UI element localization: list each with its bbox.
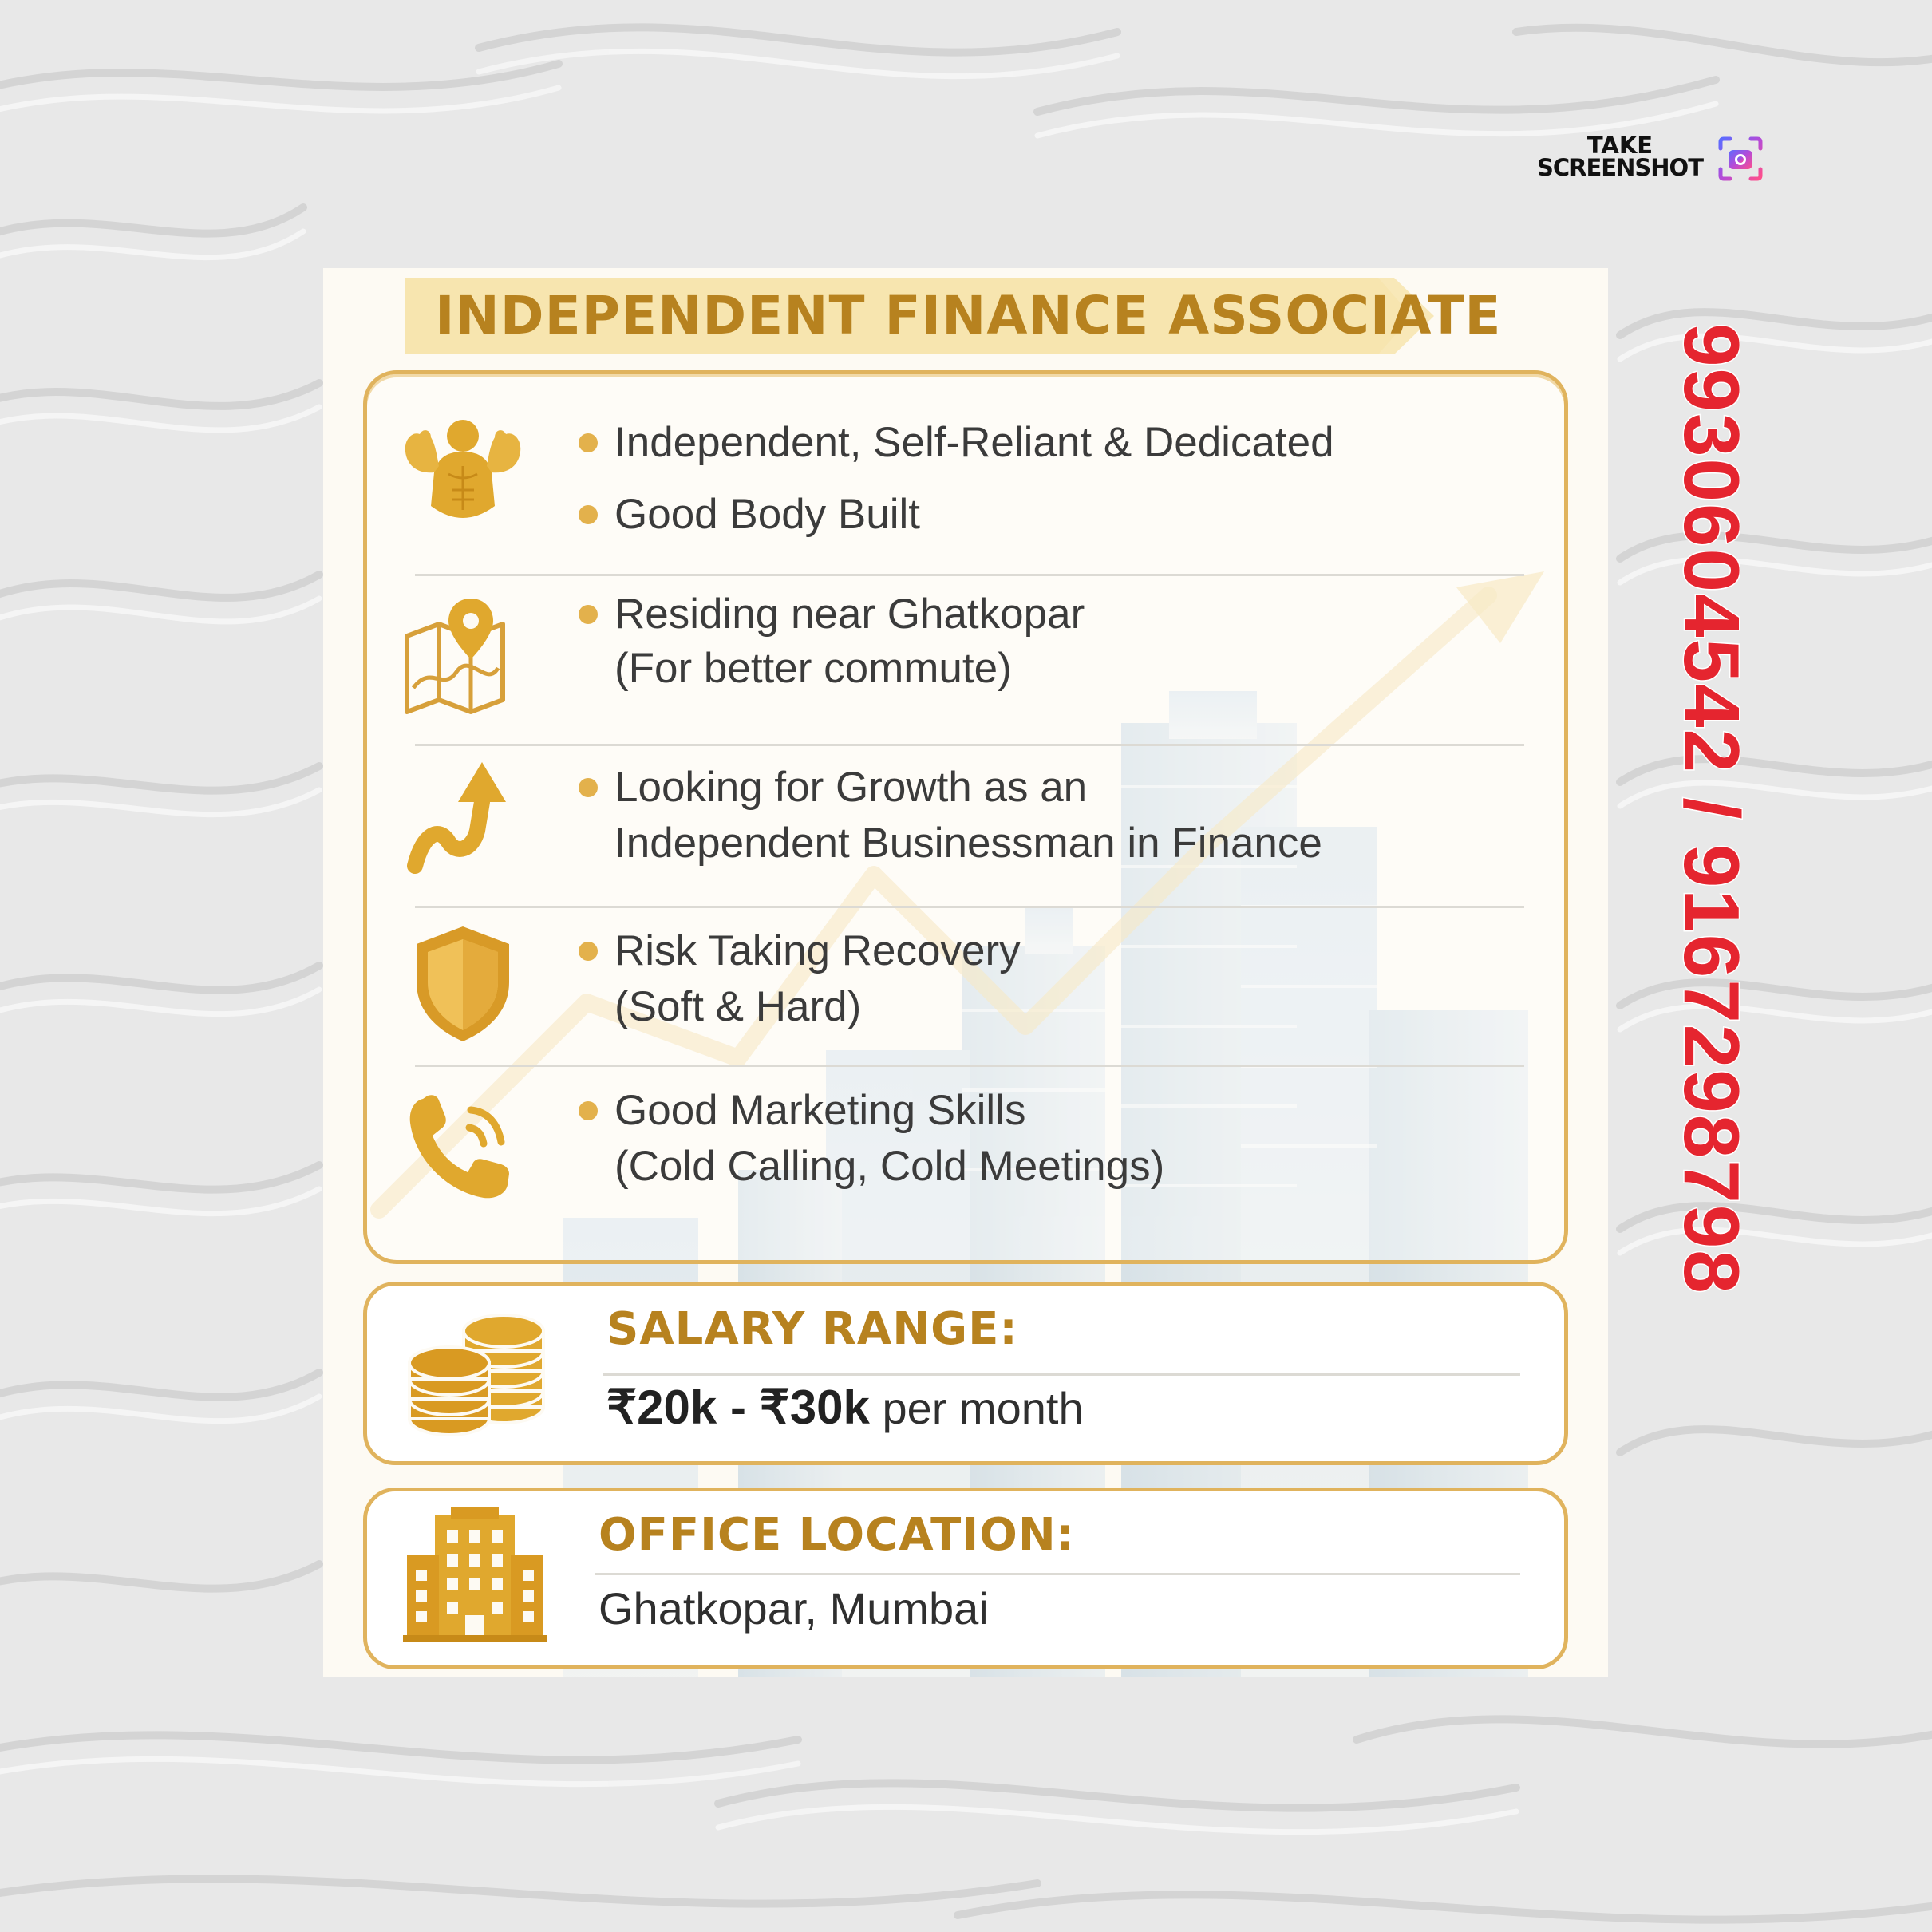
requirement-subtext: (For better commute): [614, 645, 1012, 692]
salary-amount: ₹20k - ₹30k: [606, 1381, 870, 1434]
requirement-text: Independent, Self-Reliant & Dedicated: [614, 419, 1334, 466]
requirement-row-1: [367, 374, 1564, 574]
requirement-row-5: [367, 1067, 1564, 1250]
watermark-text: [1534, 134, 1706, 179]
page-title: INDEPENDENT FINANCE ASSOCIATE: [435, 285, 1502, 346]
salary-range-value: [606, 1380, 1084, 1436]
bullet-dot: [579, 778, 598, 797]
bullet-dot: [579, 505, 598, 524]
requirement-subtext: (Soft & Hard): [614, 983, 862, 1030]
shield-icon: [399, 920, 527, 1048]
job-poster-card: [323, 268, 1608, 1677]
box-divider: [603, 1373, 1520, 1376]
requirement-text: Good Marketing Skills: [614, 1087, 1026, 1134]
requirement-text: Residing near Ghatkopar: [614, 591, 1085, 638]
office-location-value: Ghatkopar, Mumbai: [599, 1583, 989, 1634]
requirement-text: Good Body Built: [614, 491, 921, 538]
muscle-man-icon: [399, 410, 527, 538]
growth-arrow-icon: [399, 754, 527, 882]
salary-range-label: SALARY RANGE:: [606, 1303, 1018, 1355]
watermark-line2: SCREENSHOT: [1537, 154, 1703, 181]
requirements-panel: [363, 370, 1568, 1264]
bullet-dot: [579, 942, 598, 961]
requirement-row-2: [367, 576, 1564, 744]
requirement-row-4: [367, 908, 1564, 1065]
contact-phone-numbers: 9930604542 / 9167298798: [1668, 323, 1756, 1295]
salary-period: per month: [882, 1383, 1084, 1433]
bullet-dot: [579, 1101, 598, 1120]
salary-range-box: [363, 1282, 1568, 1465]
requirement-subtext: (Cold Calling, Cold Meetings): [614, 1143, 1165, 1190]
map-pin-icon: [399, 592, 527, 720]
office-building-icon: [403, 1507, 547, 1643]
camera-icon: [1716, 134, 1765, 184]
requirement-row-3: [367, 746, 1564, 906]
bullet-dot: [579, 433, 598, 452]
bullet-dot: [579, 605, 598, 624]
requirement-subtext: Independent Businessman in Finance: [614, 820, 1322, 867]
phone-call-icon: [399, 1083, 527, 1211]
take-screenshot-watermark: [1534, 134, 1765, 190]
office-location-label: OFFICE LOCATION:: [599, 1509, 1076, 1561]
watermark-line1: TAKE: [1586, 132, 1653, 159]
box-divider: [595, 1573, 1520, 1575]
requirement-text: Looking for Growth as an: [614, 764, 1088, 811]
coins-icon: [403, 1303, 547, 1439]
office-location-box: [363, 1488, 1568, 1669]
requirement-text: Risk Taking Recovery: [614, 927, 1021, 974]
